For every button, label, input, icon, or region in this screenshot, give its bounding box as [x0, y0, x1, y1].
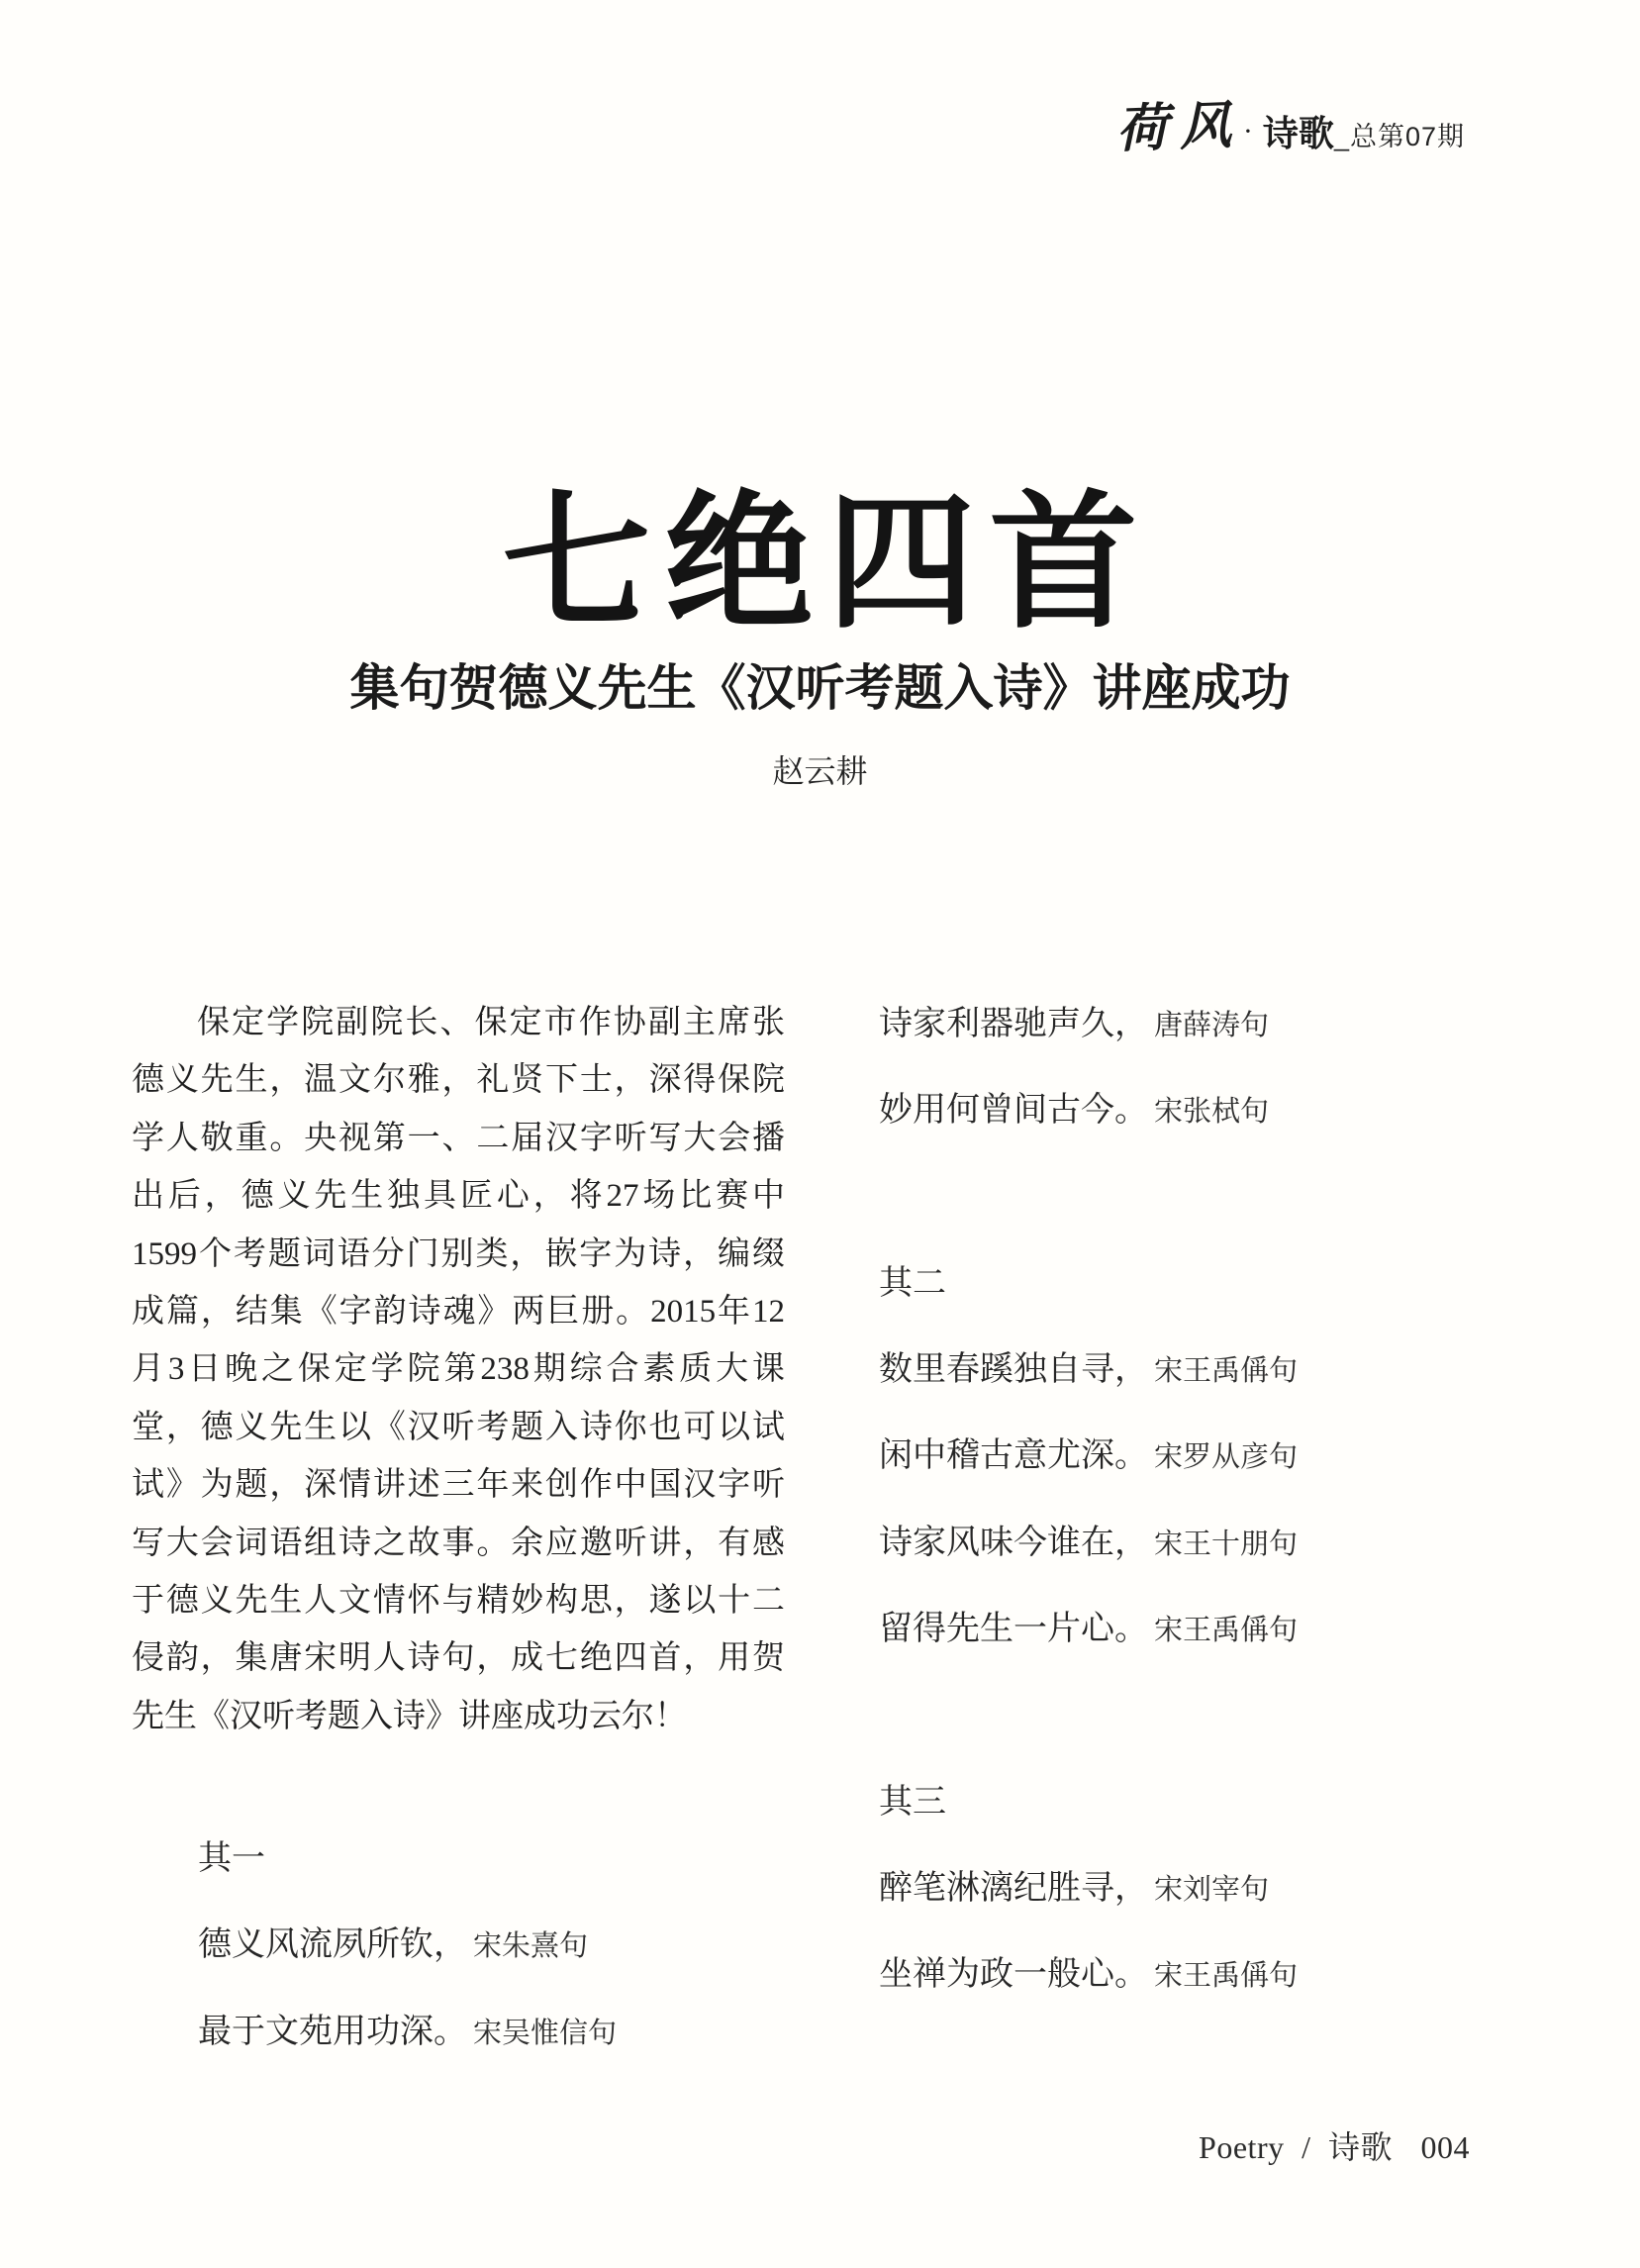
- poem-verse-line: [198, 1902, 617, 1988]
- verse-text: 诗家风味今谁在，: [879, 1524, 1148, 1561]
- verse-source: 宋罗从彦句: [1154, 1441, 1299, 1474]
- intro-line: 保定学院副院长、保定市作协副主席张: [197, 1005, 785, 1040]
- footer-separator: /: [1302, 2129, 1311, 2165]
- poem-verse-line: [879, 1500, 1298, 1586]
- verse-source: 宋刘宰句: [1154, 1873, 1270, 1906]
- intro-paragraph: [132, 994, 785, 1745]
- article-author: 赵云耕: [772, 753, 868, 789]
- poem-column-right: [879, 981, 1298, 2019]
- intro-line: 于德义先生人文情怀与精妙构思，遂以十二: [132, 1583, 785, 1620]
- intro-line: 月3日晚之保定学院第238期综合素质大课: [132, 1351, 785, 1388]
- masthead: [1114, 97, 1465, 159]
- intro-line: 德义先生，温文尔雅，礼贤下士，深得保院: [132, 1062, 785, 1099]
- verse-text: 德义风流夙所钦，: [198, 1926, 467, 1964]
- verse-source: 宋张栻句: [1154, 1096, 1270, 1129]
- verse-source: 宋朱熹句: [473, 1930, 589, 1963]
- verse-source: 唐薛涛句: [1154, 1010, 1270, 1041]
- verse-source: 宋王禹偁句: [1154, 1355, 1299, 1388]
- verse-source: 宋吴惟信句: [473, 2017, 618, 2049]
- poem-verse-line: [879, 1931, 1298, 2018]
- poem-verse-line: [879, 1413, 1298, 1499]
- poem-column-left: [198, 1816, 617, 2075]
- masthead-section-name: 诗歌: [1262, 113, 1334, 153]
- intro-line: 学人敬重。央视第一、二届汉字听写大会播: [132, 1120, 785, 1156]
- verse-source: 宋王禹偁句: [1154, 1960, 1299, 1993]
- poem-verse-line: [879, 1845, 1298, 1931]
- footer-section-zh: 诗歌: [1327, 2129, 1393, 2165]
- verse-text: 留得先生一片心。: [879, 1611, 1148, 1648]
- verse-text: 闲中稽古意尤深。: [879, 1437, 1148, 1475]
- verse-text: 坐禅为政一般心。: [879, 1956, 1148, 1994]
- poem-section-header: 其二: [879, 1264, 946, 1302]
- article-title: 七绝四首: [502, 482, 1152, 646]
- verse-source: 宋王禹偁句: [1154, 1615, 1299, 1647]
- article-subtitle: 集句贺德义先生《汉听考题入诗》讲座成功: [349, 660, 1291, 716]
- poem-verse-line: [879, 1586, 1298, 1672]
- magazine-brand-calligraphy: 荷风: [1114, 97, 1244, 159]
- masthead-separator-dot: ·: [1242, 115, 1253, 148]
- poem-spacer: [879, 1672, 1298, 1758]
- page-footer: [1199, 2126, 1470, 2168]
- verse-text: 妙用何曾间古今。: [879, 1092, 1148, 1130]
- poem-spacer: [879, 1154, 1298, 1240]
- verse-text: 数里春蹊独自寻，: [879, 1351, 1148, 1389]
- intro-line: 出后，德义先生独具匠心，将27场比赛中: [132, 1178, 785, 1215]
- poem-verse-line: [879, 1327, 1298, 1413]
- poem-verse-line: [198, 1989, 617, 2075]
- intro-line: 堂，德义先生以《汉听考题入诗你也可以试: [132, 1409, 785, 1445]
- verse-text: 醉笔淋漓纪胜寻，: [879, 1869, 1148, 1907]
- verse-text: 最于文苑用功深。: [198, 2013, 467, 2050]
- poem-verse-line: [879, 981, 1298, 1067]
- verse-text: 诗家利器驰声久，: [879, 1006, 1148, 1042]
- footer-page-number: 004: [1420, 2129, 1470, 2165]
- intro-line: 1599个考题词语分门别类，嵌字为诗，编缀: [132, 1235, 785, 1272]
- footer-section-en: Poetry: [1199, 2129, 1285, 2165]
- intro-line: 先生《汉听考题入诗》讲座成功云尔！: [132, 1698, 687, 1734]
- poem-section-header: 其一: [198, 1840, 265, 1877]
- verse-source: 宋王十朋句: [1154, 1528, 1299, 1560]
- poem-verse-line: [879, 1067, 1298, 1153]
- intro-line: 写大会词语组诗之故事。余应邀听讲，有感: [132, 1525, 785, 1561]
- intro-line: 试》为题，深情讲述三年来创作中国汉字听: [132, 1467, 785, 1504]
- poem-section-header: 其三: [879, 1783, 946, 1821]
- intro-line: 侵韵，集唐宋明人诗句，成七绝四首，用贺: [132, 1640, 785, 1677]
- masthead-issue-number: _总第07期: [1333, 122, 1465, 151]
- intro-line: 成篇，结集《字韵诗魂》两巨册。2015年12: [132, 1294, 785, 1331]
